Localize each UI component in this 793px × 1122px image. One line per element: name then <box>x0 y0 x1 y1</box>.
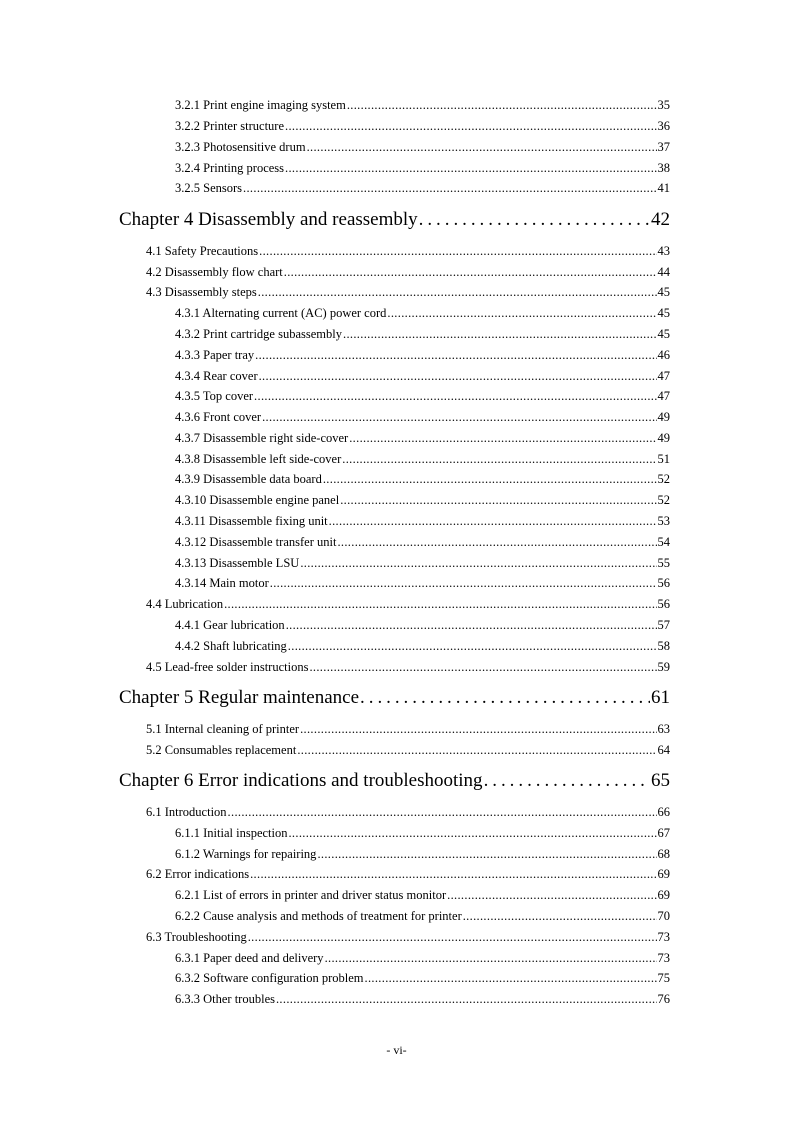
toc-entry-label: 4.2 Disassembly flow chart <box>146 265 283 279</box>
toc-entry-label: 4.4.1 Gear lubrication <box>175 618 285 632</box>
dot-leader <box>254 389 656 404</box>
toc-entry-page: 49 <box>657 410 670 424</box>
dot-leader <box>300 722 656 737</box>
dot-leader <box>228 805 657 820</box>
dot-leader <box>419 209 650 231</box>
toc-entry-label: 4.3.13 Disassemble LSU <box>175 556 300 570</box>
toc-entry-page: 41 <box>657 181 670 195</box>
toc-entry-page: 42 <box>651 209 670 230</box>
toc-entry-page: 56 <box>657 597 670 611</box>
toc-entry-page: 69 <box>657 888 670 902</box>
dot-leader <box>285 161 656 176</box>
toc-entry[interactable] <box>175 639 670 654</box>
toc-entry-page: 65 <box>651 770 670 791</box>
toc-entry[interactable] <box>175 618 670 633</box>
toc-entry[interactable] <box>175 98 670 113</box>
dot-leader <box>259 244 656 259</box>
toc-entry-label: 4.3.1 Alternating current (AC) power cord <box>175 306 387 320</box>
toc-entry-page: 56 <box>657 576 670 590</box>
toc-entry[interactable] <box>146 597 670 612</box>
dot-leader <box>286 618 657 633</box>
toc-entry[interactable] <box>175 535 670 550</box>
toc-entry-label: 4.3.11 Disassemble fixing unit <box>175 514 328 528</box>
dot-leader <box>250 867 656 882</box>
dot-leader <box>360 687 650 709</box>
toc-entry-label: 4.3.8 Disassemble left side-cover <box>175 452 342 466</box>
dot-leader <box>343 327 657 342</box>
toc-entry-label: 4.3.7 Disassemble right side-cover <box>175 431 349 445</box>
toc-entry-page: 55 <box>657 556 670 570</box>
toc-entry-page: 37 <box>657 140 670 154</box>
toc-entry-page: 43 <box>657 244 670 258</box>
toc-entry-label: 3.2.3 Photosensitive drum <box>175 140 306 154</box>
toc-entry-label: 4.4.2 Shaft lubricating <box>175 639 287 653</box>
dot-leader <box>243 181 656 196</box>
dot-leader <box>255 348 656 363</box>
toc-entry[interactable] <box>146 285 670 300</box>
dot-leader <box>387 306 656 321</box>
toc-chapter-heading[interactable] <box>119 209 670 231</box>
dot-leader <box>325 951 657 966</box>
toc-entry-label: 3.2.5 Sensors <box>175 181 243 195</box>
toc-entry-label: 6.1.1 Initial inspection <box>175 826 288 840</box>
toc-entry[interactable] <box>175 576 670 591</box>
toc-entry-page: 36 <box>657 119 670 133</box>
toc-entry[interactable] <box>146 244 670 259</box>
toc-entry-page: 69 <box>657 867 670 881</box>
toc-entry-page: 47 <box>657 389 670 403</box>
dot-leader <box>484 770 650 792</box>
dot-leader <box>224 597 656 612</box>
toc-entry[interactable] <box>146 805 670 820</box>
toc-entry-label: 6.3 Troubleshooting <box>146 930 247 944</box>
toc-entry-label: 6.3.1 Paper deed and delivery <box>175 951 324 965</box>
toc-entry-page: 59 <box>657 660 670 674</box>
toc-entry-page: 53 <box>657 514 670 528</box>
dot-leader <box>288 826 656 841</box>
dot-leader <box>349 431 656 446</box>
dot-leader <box>337 535 656 550</box>
dot-leader <box>347 98 657 113</box>
dot-leader <box>284 265 657 280</box>
dot-leader <box>317 847 656 862</box>
toc-entry-label: 3.2.4 Printing process <box>175 161 285 175</box>
dot-leader <box>447 888 656 903</box>
toc-entry-label: 4.3.14 Main motor <box>175 576 269 590</box>
toc-entry[interactable] <box>175 389 670 404</box>
toc-entry-label: 4.5 Lead-free solder instructions <box>146 660 309 674</box>
dot-leader <box>248 930 657 945</box>
toc-entry-page: 46 <box>657 348 670 362</box>
toc-entry-label: 4.3.5 Top cover <box>175 389 254 403</box>
toc-entry-label: 4.4 Lubrication <box>146 597 224 611</box>
toc-entry-label: Chapter 6 Error indications and troubleshooting <box>119 770 483 791</box>
toc-entry-page: 70 <box>657 909 670 923</box>
toc-entry[interactable] <box>146 867 670 882</box>
toc-entry-label: 5.1 Internal cleaning of printer <box>146 722 300 736</box>
toc-entry-label: 3.2.2 Printer structure <box>175 119 285 133</box>
dot-leader <box>300 556 656 571</box>
toc-entry-label: 4.1 Safety Precautions <box>146 244 259 258</box>
dot-leader <box>258 285 657 300</box>
toc-entry[interactable] <box>175 119 670 134</box>
toc-entry[interactable] <box>175 306 670 321</box>
toc-entry[interactable] <box>175 472 670 487</box>
toc-entry-page: 75 <box>657 971 670 985</box>
toc-entry-page: 35 <box>657 98 670 112</box>
toc-entry-label: 6.2.2 Cause analysis and methods of treatment for printer <box>175 909 462 923</box>
toc-entry-label: 6.3.3 Other troubles <box>175 992 275 1006</box>
toc-entry-page: 52 <box>657 493 670 507</box>
toc-entry-page: 58 <box>657 639 670 653</box>
toc-entry[interactable] <box>175 431 670 446</box>
dot-leader <box>270 576 657 591</box>
toc-entry-page: 45 <box>657 306 670 320</box>
toc-entry-page: 51 <box>657 452 670 466</box>
toc-entry[interactable] <box>175 951 670 966</box>
toc-entry-label: 6.2 Error indications <box>146 867 250 881</box>
toc-entry-page: 76 <box>657 992 670 1006</box>
dot-leader <box>276 992 657 1007</box>
toc-entry-page: 49 <box>657 431 670 445</box>
toc-entry-label: 6.1 Introduction <box>146 805 227 819</box>
toc-entry-label: 6.3.2 Software configuration problem <box>175 971 364 985</box>
toc-entry-label: Chapter 4 Disassembly and reassembly <box>119 209 418 230</box>
toc-entry[interactable] <box>175 992 670 1007</box>
toc-entry-page: 45 <box>657 285 670 299</box>
dot-leader <box>297 743 656 758</box>
toc-entry[interactable] <box>175 909 670 924</box>
toc-entry[interactable] <box>175 369 670 384</box>
toc-entry[interactable] <box>146 743 670 758</box>
toc-entry-label: 6.1.2 Warnings for repairing <box>175 847 317 861</box>
dot-leader <box>259 369 657 384</box>
toc-entry[interactable] <box>175 514 670 529</box>
toc-entry[interactable] <box>175 556 670 571</box>
toc-entry-label: 5.2 Consumables replacement <box>146 743 297 757</box>
toc-entry-page: 47 <box>657 369 670 383</box>
toc-entry-label: 6.2.1 List of errors in printer and driver status monitor <box>175 888 447 902</box>
toc-entry[interactable] <box>146 930 670 945</box>
toc-entry-page: 45 <box>657 327 670 341</box>
toc-entry-label: 4.3 Disassembly steps <box>146 285 257 299</box>
toc-chapter-heading[interactable] <box>119 687 670 709</box>
toc-entry-page: 44 <box>657 265 670 279</box>
toc-entry[interactable] <box>175 327 670 342</box>
toc-entry[interactable] <box>175 971 670 986</box>
dot-leader <box>340 493 656 508</box>
toc-entry[interactable] <box>175 847 670 862</box>
toc-entry-page: 52 <box>657 472 670 486</box>
toc-entry-page: 66 <box>657 805 670 819</box>
toc-entry[interactable] <box>175 493 670 508</box>
toc-entry-page: 73 <box>657 930 670 944</box>
toc-entry-page: 68 <box>657 847 670 861</box>
toc-entry-page: 54 <box>657 535 670 549</box>
dot-leader <box>309 660 656 675</box>
toc-entry[interactable] <box>146 265 670 280</box>
toc-entry[interactable] <box>175 140 670 155</box>
dot-leader <box>365 971 657 986</box>
page-number: - vi- <box>386 1043 407 1057</box>
toc-entry-page: 38 <box>657 161 670 175</box>
dot-leader <box>329 514 657 529</box>
toc-entry[interactable] <box>175 181 670 196</box>
toc-entry-label: 4.3.6 Front cover <box>175 410 262 424</box>
toc-entry[interactable] <box>175 161 670 176</box>
toc-chapter-heading[interactable] <box>119 770 670 792</box>
dot-leader <box>463 909 657 924</box>
toc-entry-page: 57 <box>657 618 670 632</box>
dot-leader <box>288 639 657 654</box>
toc-entry-page: 67 <box>657 826 670 840</box>
toc-entry-label: 4.3.3 Paper tray <box>175 348 255 362</box>
toc-entry[interactable] <box>175 452 670 467</box>
toc-entry-label: 4.3.2 Print cartridge subassembly <box>175 327 342 341</box>
toc-entry[interactable] <box>175 410 670 425</box>
dot-leader <box>262 410 656 425</box>
dot-leader <box>342 452 656 467</box>
toc-entry[interactable] <box>146 722 670 737</box>
toc-entry[interactable] <box>175 348 670 363</box>
toc-entry[interactable] <box>146 660 670 675</box>
dot-leader <box>285 119 656 134</box>
toc-entry-label: 4.3.10 Disassemble engine panel <box>175 493 340 507</box>
toc-entry-page: 64 <box>657 743 670 757</box>
dot-leader <box>307 140 657 155</box>
toc-entry[interactable] <box>175 888 670 903</box>
toc-entry-label: 4.3.12 Disassemble transfer unit <box>175 535 337 549</box>
toc-entry-label: 3.2.1 Print engine imaging system <box>175 98 346 112</box>
toc-entry-page: 61 <box>651 687 670 708</box>
toc-entry-label: Chapter 5 Regular maintenance <box>119 687 360 708</box>
dot-leader <box>323 472 657 487</box>
toc-entry-label: 4.3.9 Disassemble data board <box>175 472 322 486</box>
toc-entry[interactable] <box>175 826 670 841</box>
toc-entry-page: 63 <box>657 722 670 736</box>
toc-entry-label: 4.3.4 Rear cover <box>175 369 258 383</box>
toc-entry-page: 73 <box>657 951 670 965</box>
